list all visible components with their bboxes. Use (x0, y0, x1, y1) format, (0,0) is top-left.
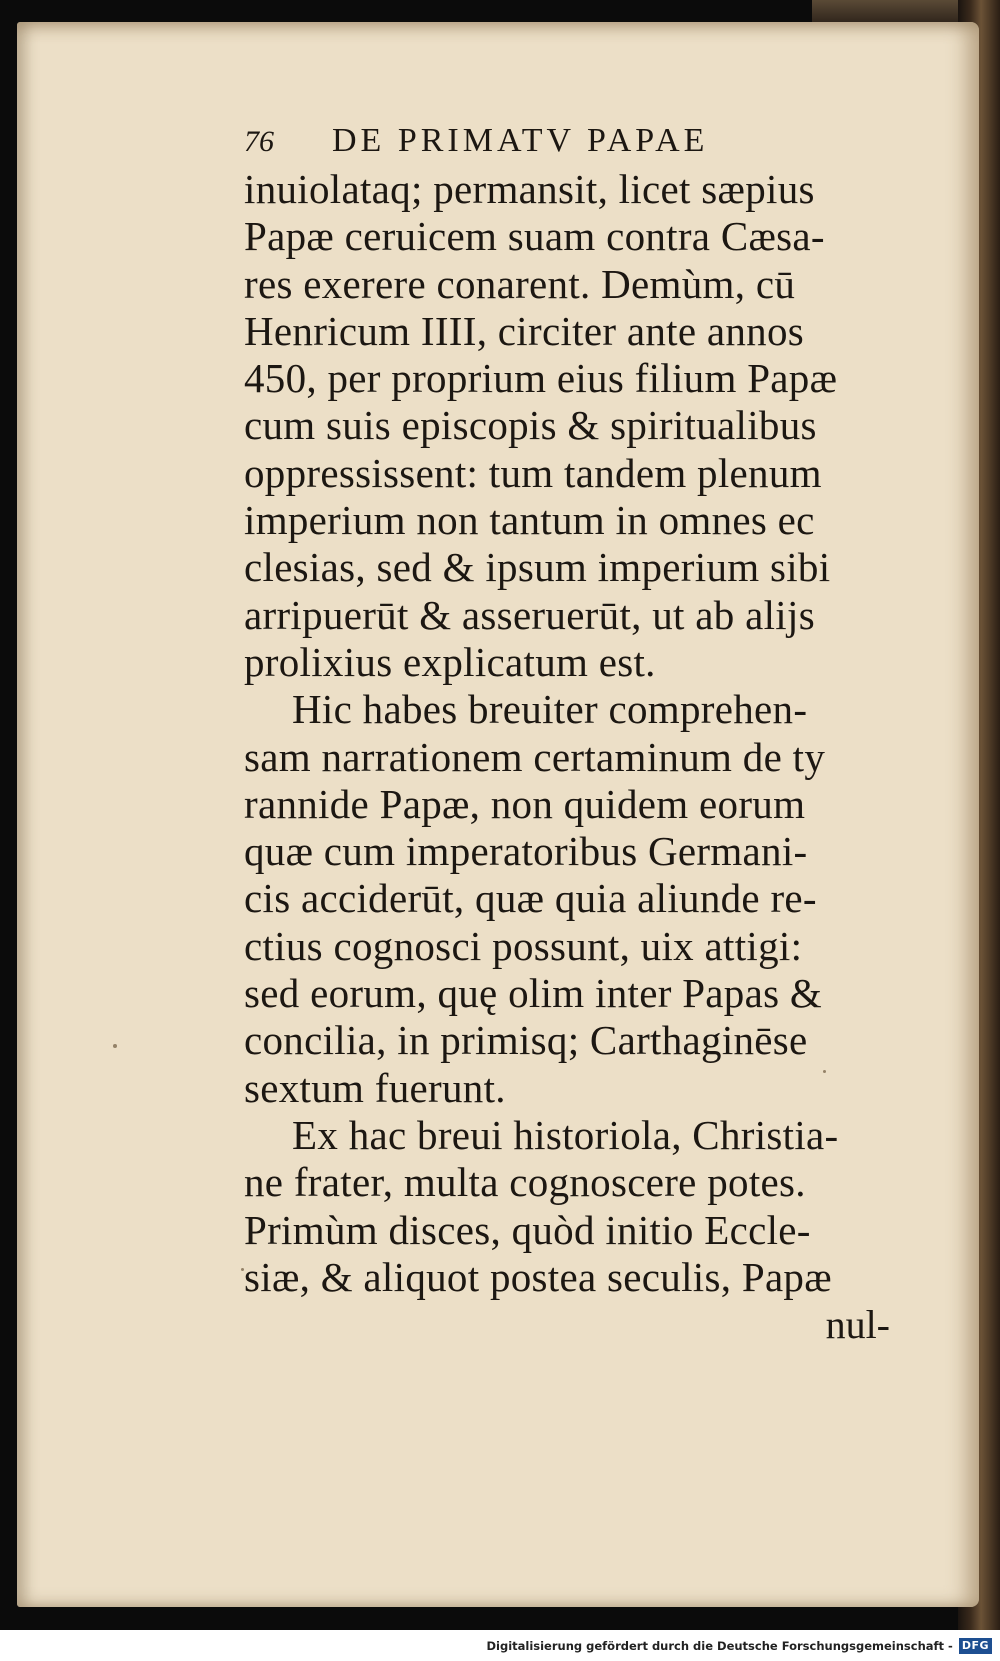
text-line: cum suis episcopis & spiritualibus (244, 402, 817, 449)
dfg-logo-icon: DFG (959, 1638, 992, 1654)
running-head: DE PRIMATV PAPAE (332, 122, 709, 159)
text-line: arripuerūt & asseruerūt, ut ab alijs (244, 591, 815, 638)
digitization-credit-bar (0, 1630, 1000, 1661)
catchword: nul- (825, 1302, 890, 1348)
text-line: ne frater, multa cognoscere potes. (244, 1159, 806, 1206)
page-text-block (244, 122, 934, 1348)
text-line-paragraph-start: Hic habes breuiter comprehen- (292, 686, 808, 733)
text-line: sed eorum, quę olim inter Papas & (244, 970, 823, 1017)
text-line: cis acciderūt, quæ quia aliunde re- (244, 875, 817, 922)
text-line: oppressissent: tum tandem plenum (244, 449, 822, 496)
text-line: ctius cognosci possunt, uix attigi: (244, 922, 803, 969)
page-header (244, 122, 934, 166)
text-line: rannide Papæ, non quidem eorum (244, 780, 806, 827)
text-line: prolixius explicatum est. (244, 638, 656, 685)
text-line: inuiolataq; permansit, licet sæpius (244, 166, 815, 212)
text-line-paragraph-start: Ex hac breui historiola, Christia- (292, 1111, 839, 1158)
text-line: concilia, in primisq; Carthaginēse (244, 1017, 808, 1064)
text-line: quæ cum imperatoribus Germani- (244, 828, 808, 875)
text-line: Papæ ceruicem suam contra Cæsa- (244, 213, 825, 260)
text-line: 450, per proprium eius filium Papæ (244, 355, 838, 402)
paper-speck (113, 1044, 117, 1048)
text-line: Henricum IIII, circiter ante annos (244, 307, 805, 354)
text-line: Primùm disces, quòd initio Eccle- (244, 1206, 811, 1253)
text-line: sextum fuerunt. (244, 1064, 506, 1111)
digitization-credit: Digitalisierung gefördert durch die Deutsche Forschungsgemeinschaft - (486, 1638, 953, 1653)
text-line: res exerere conarent. Demùm, cū (244, 260, 796, 307)
text-line: siæ, & aliquot postea seculis, Papæ (244, 1253, 832, 1300)
text-line: clesias, sed & ipsum imperium sibi (244, 544, 831, 591)
page-number: 76 (244, 125, 274, 158)
text-line: imperium non tantum in omnes ec (244, 497, 815, 544)
text-line: sam narrationem certaminum de ty (244, 733, 826, 780)
